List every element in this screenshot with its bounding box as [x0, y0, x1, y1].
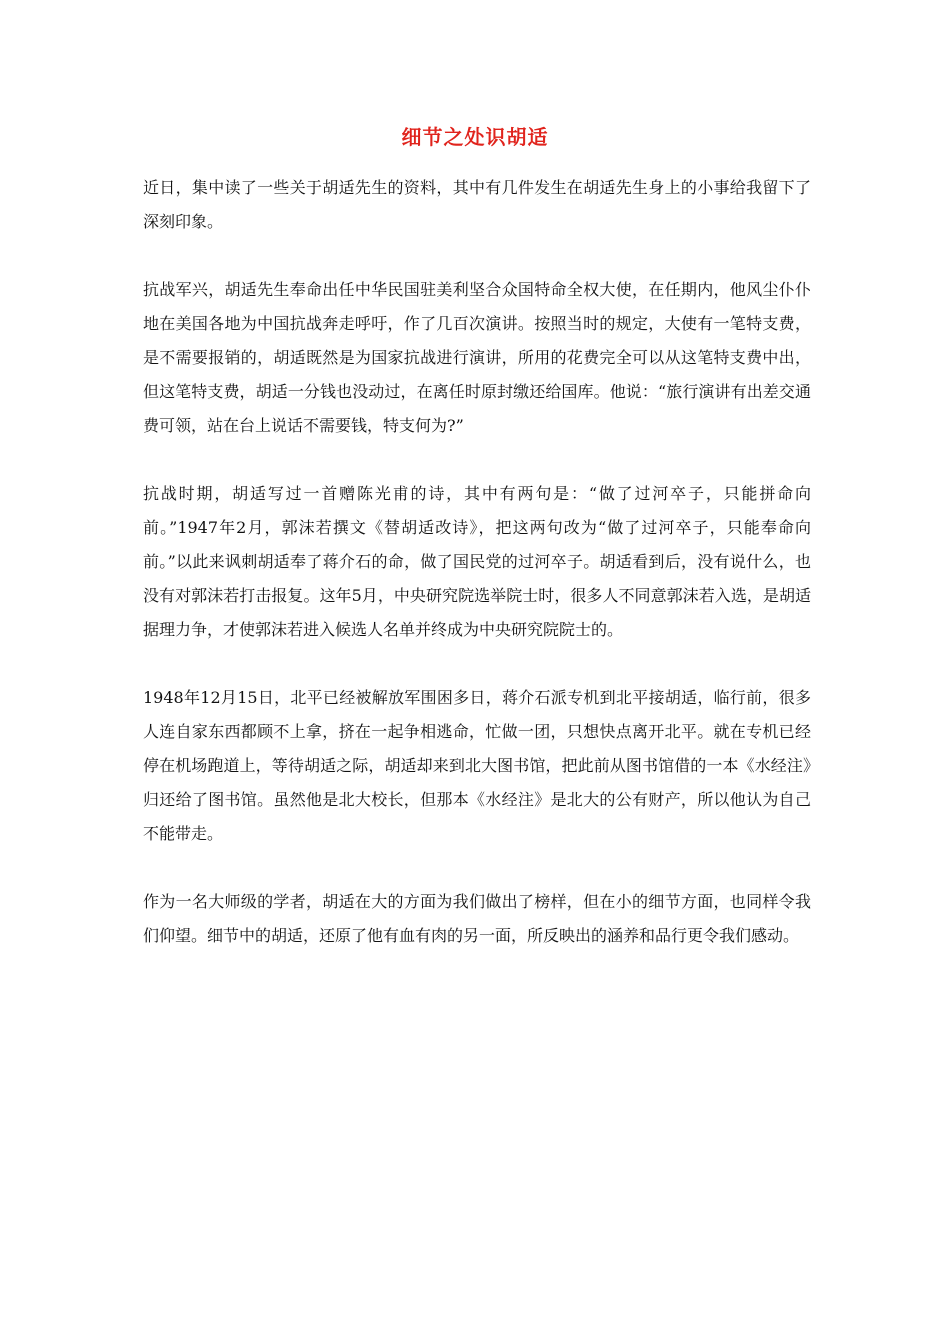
paragraph-library: 1948年12月15日，北平已经被解放军围困多日，蒋介石派专机到北平接胡适，临行前，很多人连自家东西都顾不上拿，挤在一起争相逃命，忙做一团，只想快点离开北平。就在专机已经停在机场跑道上，等待胡适之际，胡适却来到北大图书馆，把此前从图书馆借的一本《水经注》归还给了图书馆。虽然他是北大校长，但那本《水经注》是北大的公有财产，所以他认为自己不能带走。 — [143, 688, 811, 843]
paragraph-poem: 抗战时期，胡适写过一首赠陈光甫的诗，其中有两句是：“做了过河卒子，只能拼命向前。”1947年2月，郭沫若撰文《替胡适改诗》，把这两句改为“做了过河卒子，只能奉命向前。”以此来讽刺胡适奉了蒋介石的命，做了国民党的过河卒子。胡适看到后，没有说什么，也没有对郭沫若打击报复。这年5月，中央研究院选举院士时，很多人不同意郭沫若入选，是胡适据理力争，才使郭沫若进入候选人名单并终成为中央研究院院士的。 — [143, 484, 811, 639]
article-title: 细节之处识胡适 — [401, 125, 549, 149]
paragraph-intro: 近日，集中读了一些关于胡适先生的资料，其中有几件发生在胡适先生身上的小事给我留下了深刻印象。 — [143, 178, 811, 231]
paragraph-ambassador: 抗战军兴，胡适先生奉命出任中华民国驻美利坚合众国特命全权大使，在任期内，他风尘仆仆地在美国各地为中国抗战奔走呼吁，作了几百次演讲。按照当时的规定，大使有一笔特支费，是不需要报销的，胡适既然是为国家抗战进行演讲，所用的花费完全可以从这笔特支费中出，但这笔特支费，胡适一分钱也没动过，在离任时原封缴还给国库。他说：“旅行演讲有出差交通费可领，站在台上说话不需要钱，特支何为?” — [143, 280, 811, 435]
article-body — [143, 171, 811, 987]
paragraph-conclusion: 作为一名大师级的学者，胡适在大的方面为我们做出了榜样，但在小的细节方面，也同样令我们仰望。细节中的胡适，还原了他有血有肉的另一面，所反映出的涵养和品行更令我们感动。 — [143, 892, 811, 945]
